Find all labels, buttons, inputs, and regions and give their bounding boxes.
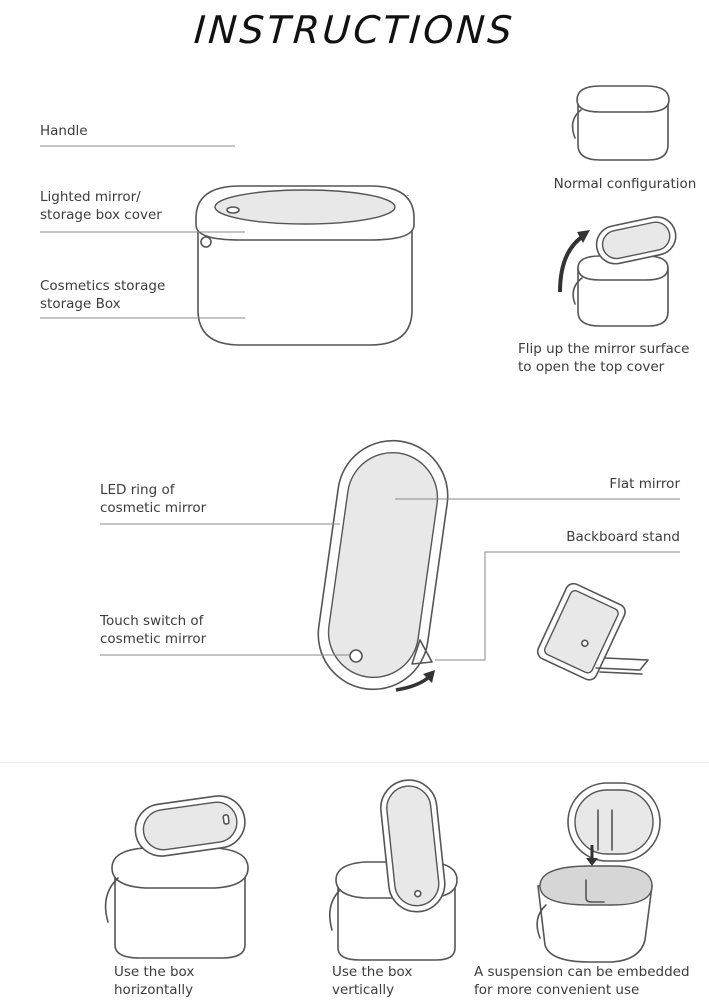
use-horizontally-illustration — [106, 793, 249, 958]
led-ring-label: LED ring of cosmetic mirror — [100, 482, 207, 516]
backboard-stand-label: Backboard stand — [566, 529, 680, 545]
mirror-illustration — [311, 434, 455, 697]
handle-label: Handle — [40, 123, 88, 139]
suspension-label: A suspension can be embedded for more convenient use — [474, 964, 690, 998]
flat-mirror-label: Flat mirror — [609, 476, 680, 492]
mirror-cover-label: Lighted mirror/ storage box cover — [40, 189, 162, 223]
use-vertically-illustration — [330, 777, 457, 960]
flip-up-label: Flip up the mirror surface to open the top cover — [518, 341, 690, 375]
use-vertically-label: Use the box vertically — [332, 964, 413, 998]
suspension-illustration — [537, 783, 660, 962]
section-divider — [0, 762, 709, 763]
normal-configuration-illustration — [573, 86, 669, 160]
storage-box-label: Cosmetics storage storage Box — [40, 278, 166, 312]
flip-up-illustration — [560, 213, 679, 326]
page-title: INSTRUCTIONS — [192, 8, 517, 52]
backboard-stand-illustration — [535, 581, 648, 682]
use-horizontally-label: Use the box horizontally — [114, 964, 195, 998]
touch-switch-label: Touch switch of cosmetic mirror — [100, 613, 207, 647]
storage-box-illustration — [196, 133, 414, 345]
normal-configuration-label: Normal configuration — [553, 176, 697, 192]
